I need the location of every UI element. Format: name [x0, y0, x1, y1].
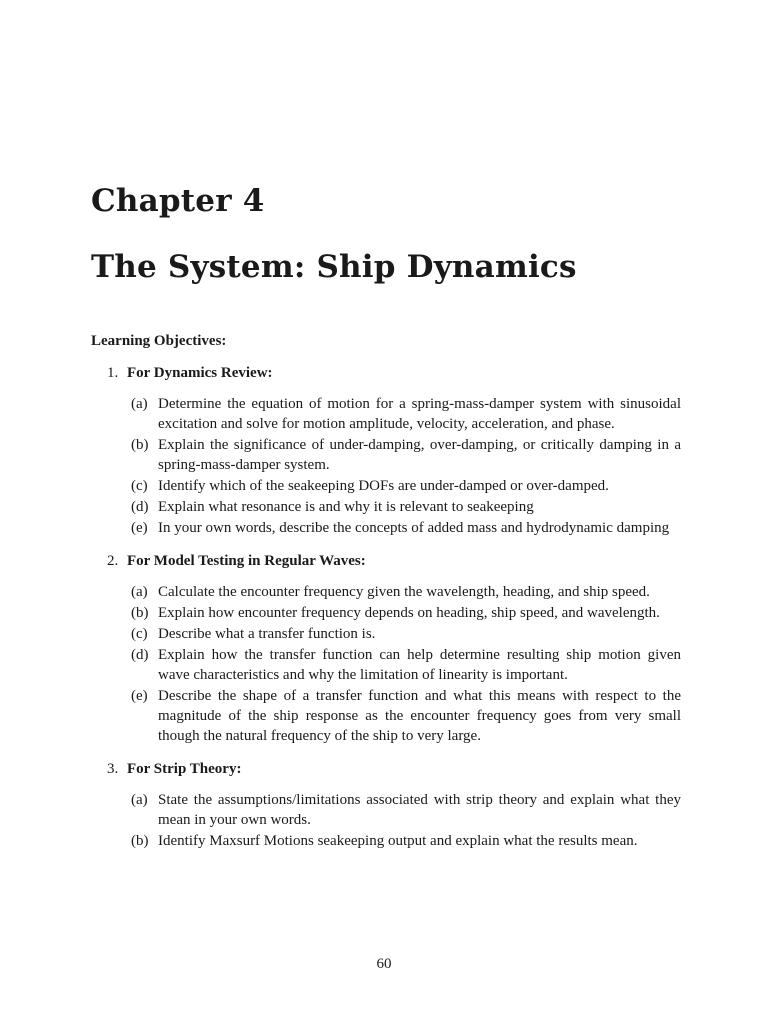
list-item [91, 497, 681, 517]
list-item [91, 394, 681, 434]
item-label: (e) [131, 688, 148, 704]
chapter-number: Chapter 4 [91, 183, 265, 219]
item-label: (b) [131, 605, 149, 621]
item-text: Describe what a transfer function is. [158, 626, 376, 642]
list-item [91, 686, 681, 746]
item-label: (d) [131, 499, 149, 515]
section-number: 3. [107, 761, 119, 777]
item-text: Explain what resonance is and why it is relevant to seakeeping [158, 499, 534, 515]
item-text: In your own words, describe the concepts of added mass and hydrodynamic damping [158, 520, 670, 536]
item-text: Explain how the transfer function can help determine resulting ship motion given wave characteristics and why the limitation of linearity is important. [158, 647, 681, 683]
list-item [91, 645, 681, 685]
section-heading [91, 759, 681, 779]
list-item [91, 831, 681, 851]
learning-objectives [91, 331, 681, 864]
list-item [91, 518, 681, 538]
item-label: (c) [131, 626, 148, 642]
list-item [91, 624, 681, 644]
section-heading [91, 551, 681, 571]
item-text: State the assumptions/limitations associated with strip theory and explain what they mean in your own words. [158, 792, 681, 828]
item-label: (a) [131, 792, 148, 808]
item-text: Explain how encounter frequency depends on heading, ship speed, and wavelength. [158, 605, 660, 621]
item-label: (c) [131, 478, 148, 494]
section-title: For Dynamics Review: [127, 365, 273, 381]
item-label: (b) [131, 833, 149, 849]
list-item [91, 476, 681, 496]
item-text: Calculate the encounter frequency given the wavelength, heading, and ship speed. [158, 584, 650, 600]
item-text: Identify Maxsurf Motions seakeeping output and explain what the results mean. [158, 833, 638, 849]
list-item [91, 435, 681, 475]
item-text: Describe the shape of a transfer function and what this means with respect to the magnitude of the ship response as the encounter frequency goes from very small though the natural frequency of the ship to very large. [158, 688, 681, 744]
item-text: Explain the significance of under-damping, over-damping, or critically damping in a spring-mass-damper system. [158, 437, 681, 473]
section-heading [91, 363, 681, 383]
page-number: 60 [376, 956, 392, 972]
item-label: (b) [131, 437, 149, 453]
list-item [91, 790, 681, 830]
item-label: (d) [131, 647, 149, 663]
item-text: Determine the equation of motion for a spring-mass-damper system with sinusoidal excitation and solve for motion amplitude, velocity, acceleration, and phase. [158, 396, 681, 432]
item-text: Identify which of the seakeeping DOFs are under-damped or over-damped. [158, 478, 609, 494]
objective-section-model-testing [91, 551, 681, 746]
objective-section-strip-theory [91, 759, 681, 851]
section-title: For Model Testing in Regular Waves: [127, 553, 366, 569]
chapter-title: The System: Ship Dynamics [91, 249, 577, 285]
item-label: (a) [131, 396, 148, 412]
list-item [91, 603, 681, 623]
item-label: (e) [131, 520, 148, 536]
section-title: For Strip Theory: [127, 761, 242, 777]
section-number: 2. [107, 553, 119, 569]
objective-section-dynamics-review [91, 363, 681, 538]
item-label: (a) [131, 584, 148, 600]
section-number: 1. [107, 365, 119, 381]
list-item [91, 582, 681, 602]
learning-objectives-heading: Learning Objectives: [91, 333, 227, 349]
